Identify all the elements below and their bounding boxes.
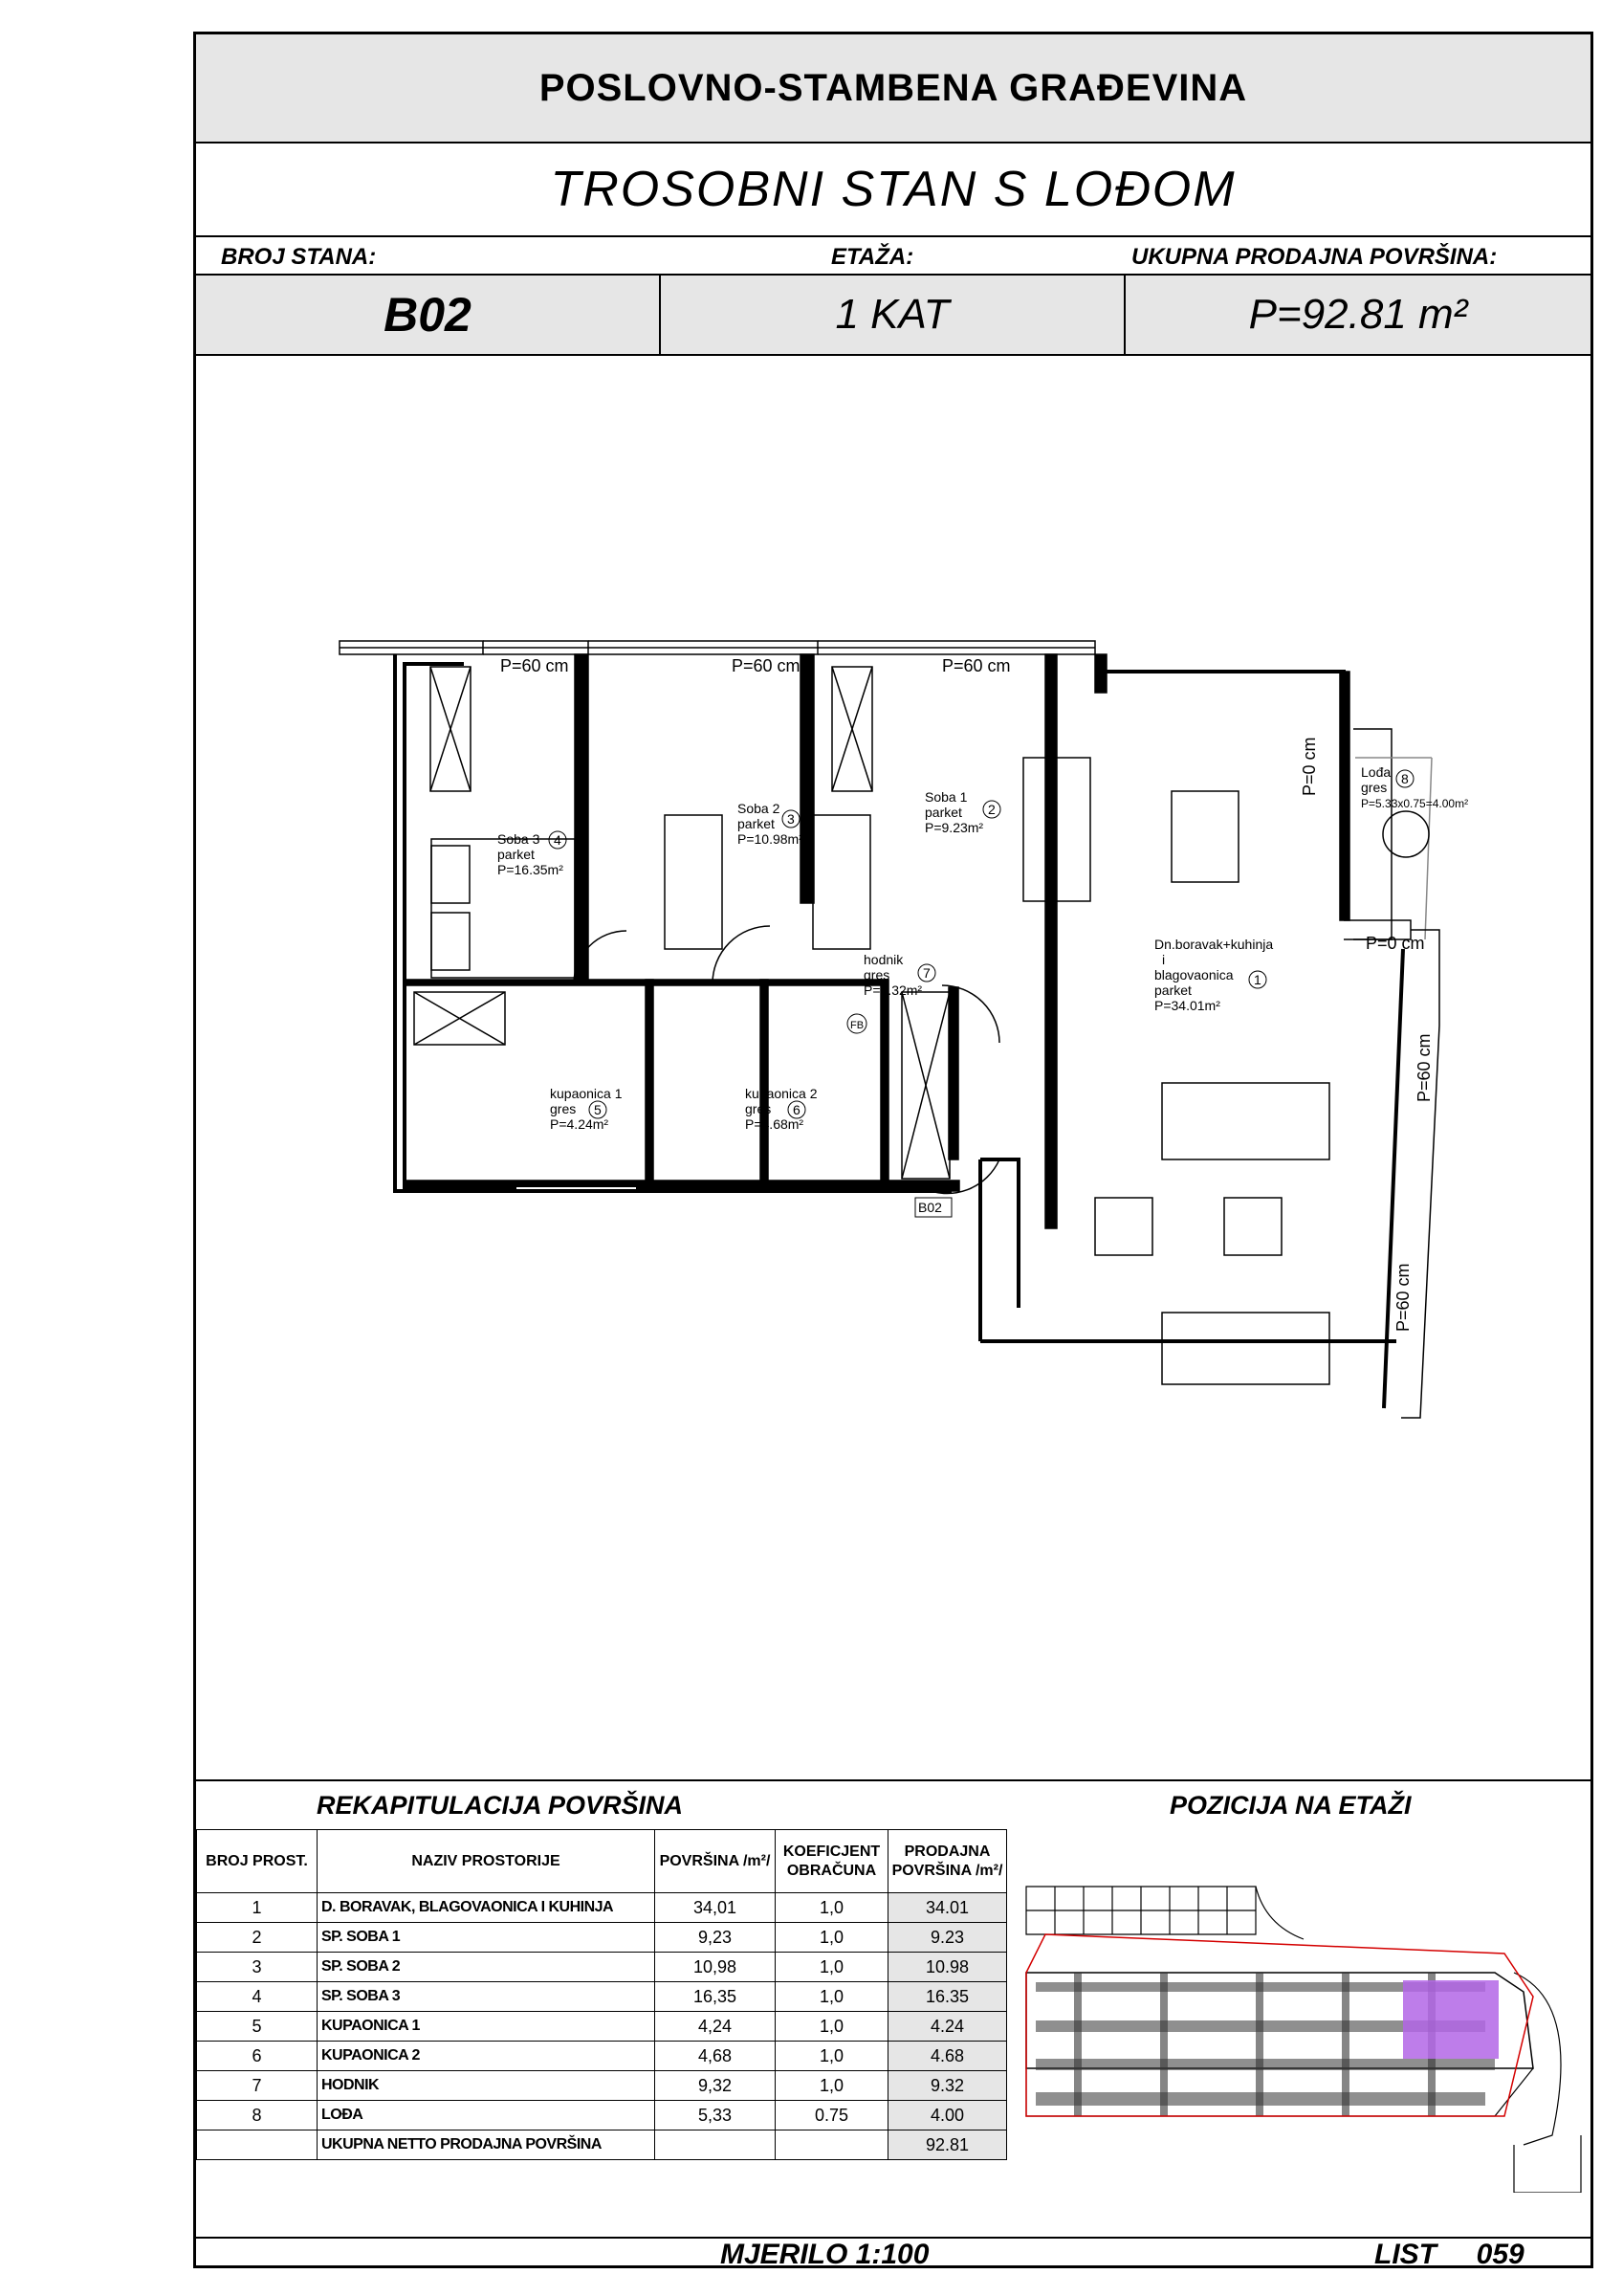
apartment-number: B02 — [196, 276, 661, 354]
floor-position-map — [1017, 1829, 1590, 2193]
table-row: 1 D. BORAVAK, BLAGOVAONICA I KUHINJA 34,01 1,0 34.01 — [197, 1893, 1007, 1923]
room-2-floor: parket — [925, 805, 962, 820]
position-title: POZICIJA NA ETAŽI — [1170, 1791, 1412, 1820]
table-row: 3 SP. SOBA 2 10,98 1,0 10.98 — [197, 1953, 1007, 1982]
info-labels-row — [196, 237, 1590, 276]
room-8-area: P=5.33x0.75=4.00m² — [1361, 797, 1469, 810]
fb-tag: FB — [850, 1020, 865, 1031]
col-sale-area: PRODAJNA POVRŠINA /m²/ — [888, 1830, 1007, 1893]
sill-label-kitchen: P=0 cm — [1300, 737, 1319, 796]
col-coefficient: KOEFICJENT OBRAČUNA — [776, 1830, 888, 1893]
room-3-name: Soba 2 — [737, 801, 780, 816]
apartment-number-label: BROJ STANA: — [221, 244, 377, 270]
room-5-area: P=4.24m² — [550, 1116, 609, 1132]
room-5-name: kupaonica 1 — [550, 1086, 623, 1101]
table-total-row — [197, 2130, 1007, 2160]
room-3-floor: parket — [737, 816, 775, 831]
apartment-tag: B02 — [918, 1200, 942, 1215]
room-6-number: 6 — [793, 1102, 801, 1117]
table-header-row — [197, 1830, 1007, 1893]
table-row: 5 KUPAONICA 1 4,24 1,0 4.24 — [197, 2012, 1007, 2042]
room-1-name-line3: blagovaonica — [1154, 967, 1234, 982]
room-4-floor: parket — [497, 847, 535, 862]
total-area-value: P=92.81 m² — [1248, 291, 1468, 338]
room-1-area: P=34.01m² — [1154, 998, 1220, 1013]
room-7-number: 7 — [923, 965, 931, 981]
col-room-name: NAZIV PROSTORIJE — [318, 1830, 655, 1893]
floor-plan — [196, 356, 1590, 1781]
room-1-name: Dn.boravak+kuhinja — [1154, 937, 1274, 952]
table-row: 7 HODNIK 9,32 1,0 9.32 — [197, 2071, 1007, 2101]
room-6-name: kupaonica 2 — [745, 1086, 818, 1101]
room-7-area: P=9.32m² — [864, 982, 923, 998]
room-4-number: 4 — [554, 832, 561, 848]
total-value: 92.81 — [888, 2130, 1007, 2160]
sill-label-soba2: P=60 cm — [732, 656, 801, 675]
room-8-number: 8 — [1401, 771, 1409, 786]
total-area-label: UKUPNA PRODAJNA POVRŠINA: — [1131, 244, 1498, 270]
room-7-floor: gres — [864, 967, 890, 982]
room-5-number: 5 — [594, 1102, 602, 1117]
table-row: 6 KUPAONICA 2 4,68 1,0 4.68 — [197, 2042, 1007, 2071]
total-label: UKUPNA NETTO PRODAJNA POVRŠINA — [318, 2130, 655, 2160]
recap-title: REKAPITULACIJA POVRŠINA — [317, 1791, 684, 1820]
table-row: 2 SP. SOBA 1 9,23 1,0 9.23 — [197, 1923, 1007, 1953]
floor-plan-drawing — [196, 356, 1590, 1781]
floor-position-drawing — [1017, 1829, 1590, 2193]
floor-value: 1 KAT — [661, 276, 1126, 354]
room-2-area: P=9.23m² — [925, 820, 984, 835]
room-2-number: 2 — [988, 802, 996, 817]
drawing-sheet — [193, 32, 1593, 2268]
sill-label-soba3: P=60 cm — [500, 656, 569, 675]
room-3-area: P=10.98m² — [737, 831, 803, 847]
table-row: 8 LOĐA 5,33 0.75 4.00 — [197, 2101, 1007, 2130]
room-6-floor: gres — [745, 1101, 772, 1116]
sill-label-living-2: P=60 cm — [1393, 1263, 1413, 1332]
table-row: 4 SP. SOBA 3 16,35 1,0 16.35 — [197, 1982, 1007, 2012]
room-1-number: 1 — [1254, 972, 1261, 987]
room-7-name: hodnik — [864, 952, 904, 967]
sheet-number: LIST 059 — [1374, 2239, 1524, 2270]
room-4-name: Soba 3 — [497, 831, 540, 847]
room-1-floor: parket — [1154, 982, 1192, 998]
apartment-type-title: TROSOBNI STAN S LOĐOM — [196, 144, 1590, 237]
sill-label-soba1: P=60 cm — [942, 656, 1011, 675]
room-1-name-line2: i — [1162, 952, 1166, 967]
info-values-row — [196, 276, 1590, 356]
recap-header — [196, 1781, 1590, 1829]
room-8-name: Lođa — [1361, 764, 1392, 780]
area-table — [196, 1829, 1007, 2160]
scale-label: MJERILO 1:100 — [720, 2239, 930, 2270]
col-room-number: BROJ PROST. — [197, 1830, 318, 1893]
sill-label-living-1: P=60 cm — [1415, 1033, 1434, 1102]
col-area: POVRŠINA /m²/ — [655, 1830, 776, 1893]
room-4-area: P=16.35m² — [497, 862, 563, 877]
room-8-floor: gres — [1361, 780, 1388, 795]
sill-label-loggia: P=0 cm — [1366, 934, 1425, 953]
room-2-name: Soba 1 — [925, 789, 968, 805]
floor-label: ETAŽA: — [831, 244, 914, 270]
room-3-number: 3 — [787, 811, 795, 827]
apartment-highlight — [1403, 1980, 1499, 2059]
room-5-floor: gres — [550, 1101, 577, 1116]
room-6-area: P=4.68m² — [745, 1116, 804, 1132]
building-type-title: POSLOVNO-STAMBENA GRAĐEVINA — [196, 34, 1590, 144]
footer — [196, 2237, 1590, 2271]
